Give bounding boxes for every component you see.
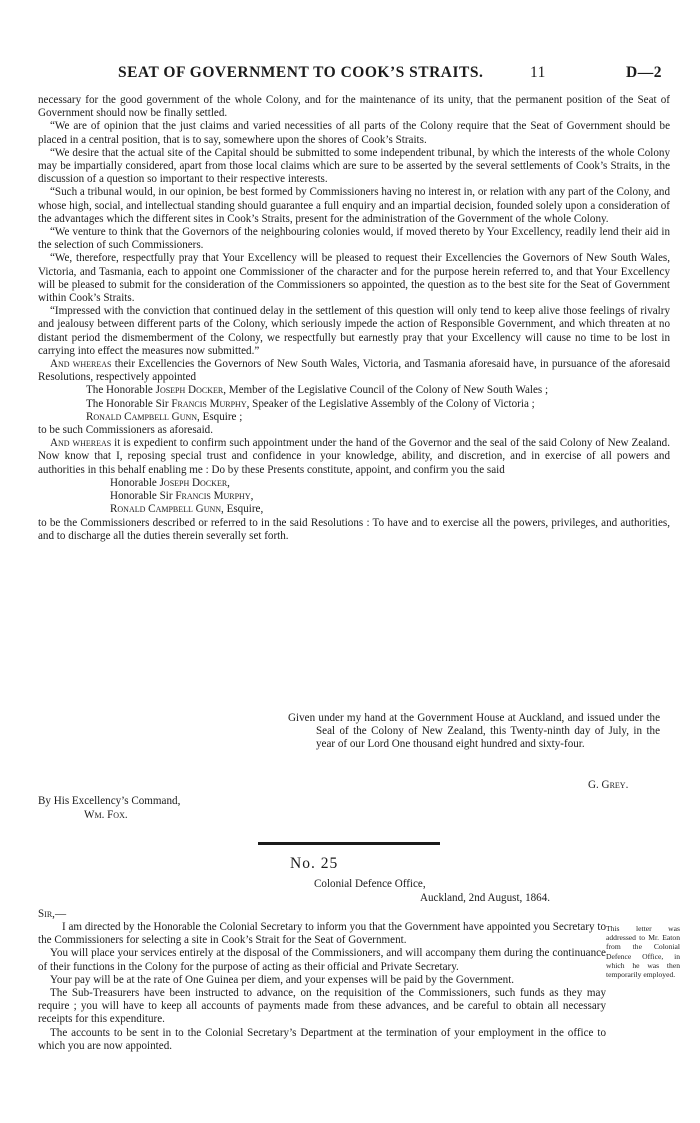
commissioner-name-item <box>38 477 670 490</box>
paragraph: “We venture to think that the Governors of the neighbouring colonies would, if moved thereto by Your Excellency, readily lend their aid in the selection of such Commissioners. <box>38 226 670 252</box>
paragraph: “We, therefore, respectfully pray that Your Excellency will be pleased to request their Excellencies the Governors of New South Wales, Victoria, and Tasmania, each to appoint one Commissioner of the character and for the purpose herein referred to, and that Your Excellency will be pleased to submit for the consideration of the Commissioners so appointed, the question as to the best site for the Seat of Government within Cook’s Straits. <box>38 252 670 305</box>
section-divider <box>258 842 440 845</box>
appointee-suffix: , Speaker of the Legislative Assembly of the Colony of Victoria ; <box>246 397 535 410</box>
paragraph: Your pay will be at the rate of One Guinea per diem, and your expenses will be paid by the Government. <box>50 973 515 986</box>
appointee-item <box>38 411 670 424</box>
appointee-name: Ronald Campbell Gunn <box>86 410 198 423</box>
command-signatory: Wm. Fox. <box>84 809 128 821</box>
letter-salutation: Sir,— <box>38 908 67 920</box>
paragraph: The Sub-Treasurers have been instructed to advance, on the requisition of the Commissioners, such funds as they may require ; you will have to keep all accounts of payments made from these advances, and be careful to obtain all necessary receipts for this expenditure. <box>38 987 606 1026</box>
paragraph: I am directed by the Honorable the Colonial Secretary to inform you that the Government have appointed you Secretary to the Commissioners for selecting a site in Cook’s Strait for the Seat of Government. <box>38 921 606 947</box>
commissioner-name-item <box>38 490 670 503</box>
name-suffix: , Esquire, <box>221 503 264 516</box>
whereas-text: their Excellencies the Governors of New South Wales, Victoria, and Tasmania aforesaid have, in pursuance of the aforesaid Resolutions, respectively appointed <box>38 358 670 384</box>
letter-body <box>38 921 606 1053</box>
paragraph: “Such a tribunal would, in our opinion, be best formed by Commissioners having no interest in, or relation with any part of the Colony, and whose high, social, and intellectual standing should guarantee a full enquiry and an impartial decision, founded solely upon a consideration of the advantages which the different sites in Cook’s Straits, present for the administration of the Government of the whole Colony. <box>38 186 670 225</box>
appointee-item <box>38 384 670 397</box>
paragraph: You will place your services entirely at the disposal of the Commissioners, and will accompany them during the continuance of their functions in the Colony for the purpose of acting as their official and Private Secretary. <box>38 947 606 973</box>
memorial-body <box>38 94 670 543</box>
closing-paragraph: to be the Commissioners described or referred to in the said Resolutions : To have and to exercise all the powers, privileges, and authorities, and to discharge all the duties therein severally set forth. <box>38 516 670 542</box>
whereas-paragraph <box>38 437 670 477</box>
paragraph: “We desire that the actual site of the Capital should be submitted to some independent tribunal, by which the interests of the whole Colony may be impartially considered, apart from those local claims which are sure to be asserted by the several settlements of Cook’s Straits, in the discussion of a question so important to their respective interests. <box>38 146 670 186</box>
whereas-text: it is expedient to confirm such appointment under the hand of the Governor and the seal of the said Colony of New Zealand. Now know that I, reposing special trust and confidence in your knowledge, ability, and discretion, and in exercise of all powers and authorities in this behalf enabling me : Do by these Presents constitute, appoint, and confirm you the said <box>38 437 670 476</box>
name-prefix: Honorable <box>110 476 160 489</box>
name-suffix: , <box>227 476 230 489</box>
running-title: SEAT OF GOVERNMENT TO COOK’S STRAITS. <box>118 64 484 81</box>
margin-note: This letter was addressed to Mr. Eaton from the Colonial Defence Office, in which he was then temporarily employed. <box>606 924 680 980</box>
letter-date: Auckland, 2nd August, 1864. <box>420 892 551 904</box>
paragraph: to be such Commissioners as aforesaid. <box>38 424 214 437</box>
document-code: D—2 <box>626 64 662 81</box>
commissioner-name-item <box>38 503 670 516</box>
appointee-suffix: , Member of the Legislative Council of the Colony of New South Wales ; <box>223 384 549 397</box>
given-under-hand: Given under my hand at the Government House at Auckland, and issued under the Seal of the Colony of New Zealand, this Twenty-ninth day of July, in the year of our Lord One thousand eight hundred and sixty-four. <box>288 712 660 751</box>
appointee-item <box>38 398 670 411</box>
governor-signature: G. Grey. <box>588 779 629 791</box>
appointee-prefix: The Honorable Sir <box>86 397 172 410</box>
command-line: By His Excellency’s Command, <box>38 795 181 807</box>
name-prefix: Honorable Sir <box>110 490 176 503</box>
paragraph: The accounts to be sent in to the Colonial Secretary’s Department at the termination of your employment in the office to which you are now appointed. <box>38 1026 606 1052</box>
commissioner-name: Francis Murphy <box>175 490 251 503</box>
commissioner-name: Ronald Campbell Gunn <box>110 503 222 516</box>
commissioner-name: Joseph Docker <box>159 476 228 489</box>
paragraph: “Impressed with the conviction that continued delay in the settlement of this question will only tend to keep alive those feelings of rivalry and jealousy between different parts of the Colony, which seriously impede the action of Responsible Government, and which threaten at no distant period the dismemberment of the Colony, we respectfully but earnestly pray that your Excellency will cause no time to be lost in carrying into effect the measures now submitted.” <box>38 305 670 357</box>
paragraph: necessary for the good government of the whole Colony, and for the maintenance of its unity, that the permanent position of the Seat of Government should now be finally settled. <box>38 94 670 120</box>
whereas-paragraph <box>38 358 670 384</box>
appointee-prefix: The Honorable <box>86 384 156 397</box>
appointee-suffix: , Esquire ; <box>197 410 243 423</box>
document-number: No. 25 <box>290 855 339 872</box>
letter-office: Colonial Defence Office, <box>314 878 426 890</box>
appointee-name: Joseph Docker <box>155 384 224 397</box>
paragraph: “We are of opinion that the just claims and varied necessities of all parts of the Colony require that the Seat of Government should be placed in a central position, that is to say, somewhere upon the shores of Cook’s Straits. <box>38 120 670 146</box>
whereas-lead: And whereas <box>50 437 112 450</box>
appointee-name: Francis Murphy <box>171 397 247 410</box>
whereas-lead: And whereas <box>50 358 112 371</box>
name-suffix: , <box>250 490 254 503</box>
page-number: 11 <box>530 64 546 81</box>
page-header <box>0 64 700 84</box>
